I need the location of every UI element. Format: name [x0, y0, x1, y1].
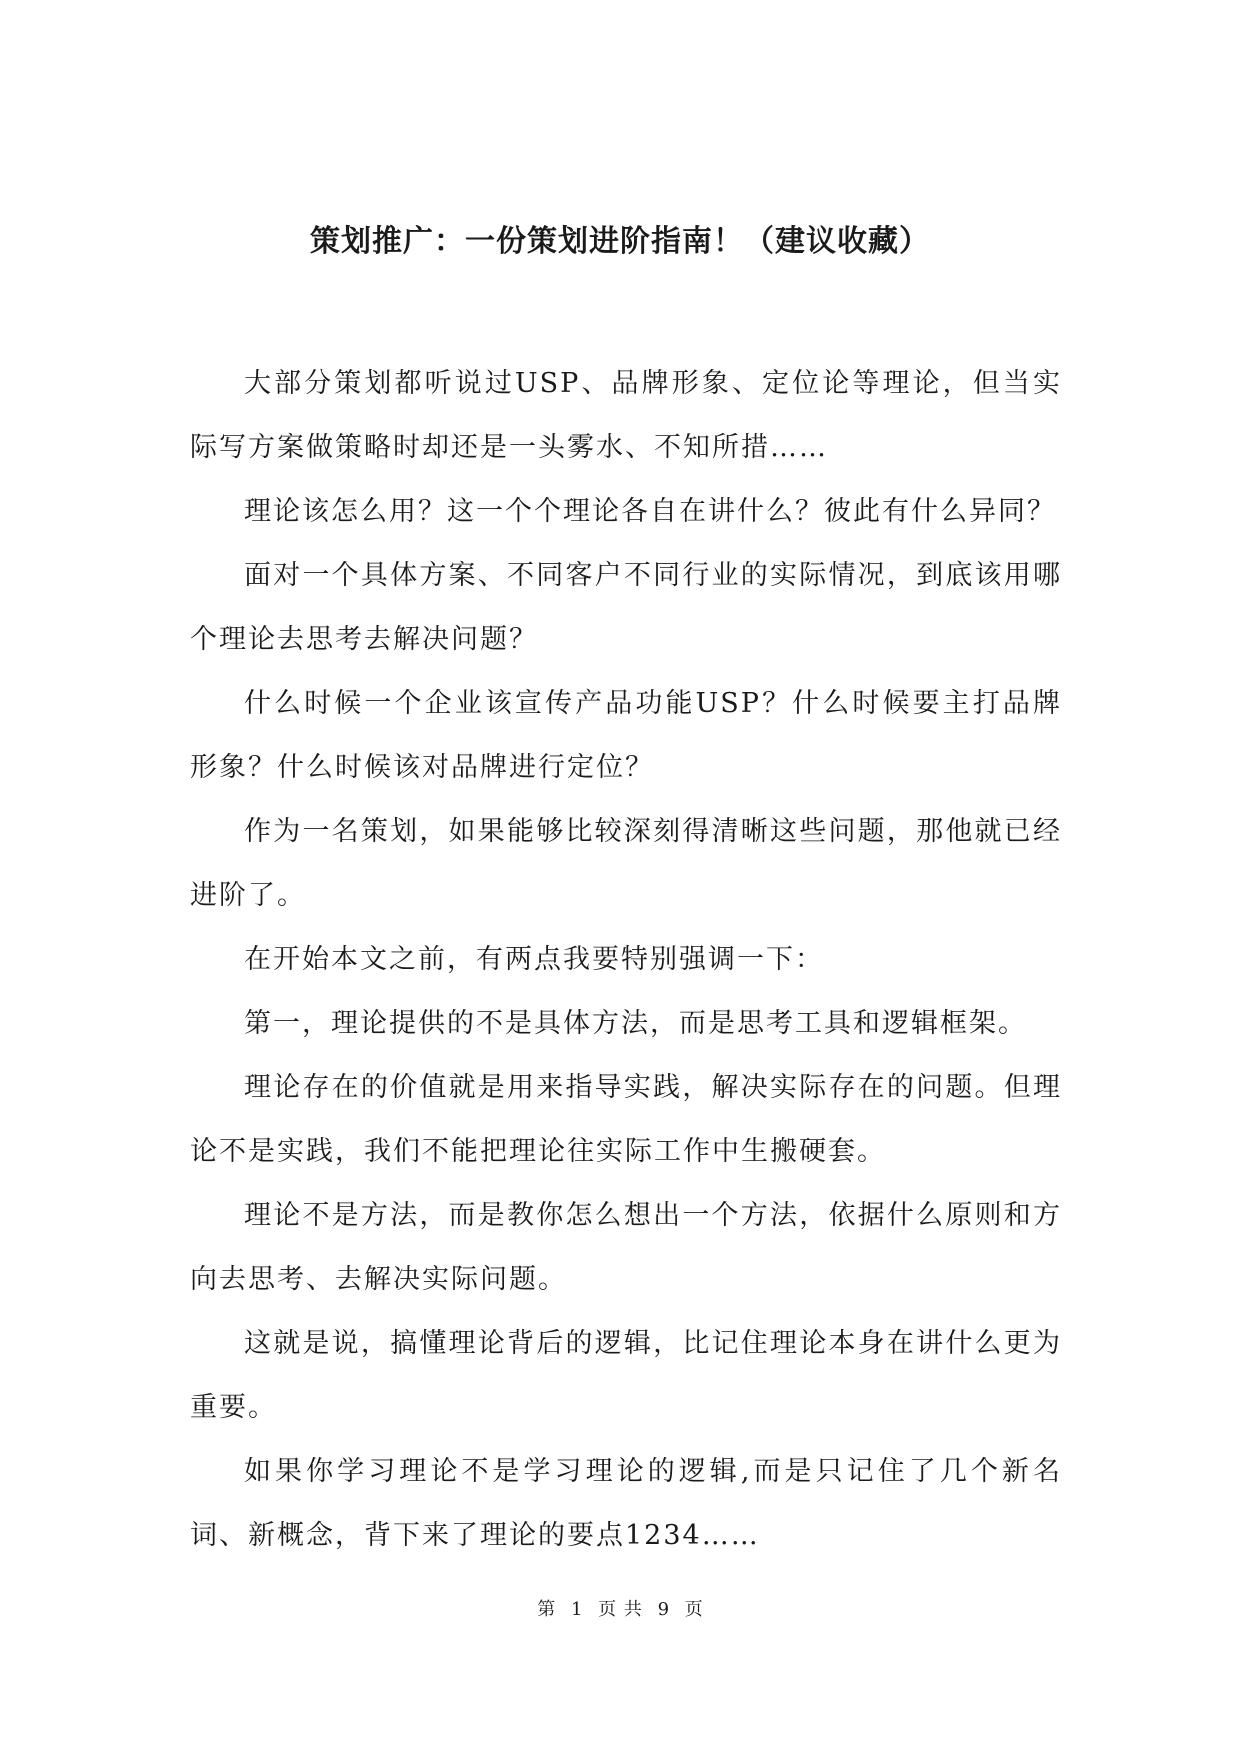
document-body: [190, 352, 1062, 1568]
paragraph: 在开始本文之前，有两点我要特别强调一下：: [244, 944, 824, 975]
current-page-number: 1: [570, 1599, 584, 1620]
page-prefix: 第: [537, 1599, 557, 1620]
total-pages-number: 9: [657, 1599, 671, 1620]
paragraph: 如果你学习理论不是学习理论的逻辑,而是只记住了几个新名词、新概念，背下来了理论的要点1234……: [190, 1456, 1062, 1551]
paragraph: 作为一名策划，如果能够比较深刻得清晰这些问题，那他就已经进阶了。: [190, 816, 1062, 911]
paragraph: 理论存在的价值就是用来指导实践，解决实际存在的问题。但理论不是实践，我们不能把理论往实际工作中生搬硬套。: [190, 1072, 1062, 1167]
paragraph: 面对一个具体方案、不同客户不同行业的实际情况，到底该用哪个理论去思考去解决问题？: [190, 560, 1062, 655]
paragraph: 什么时候一个企业该宣传产品功能USP？什么时候要主打品牌形象？什么时候该对品牌进行定位？: [190, 688, 1062, 783]
paragraph: 理论不是方法，而是教你怎么想出一个方法，依据什么原则和方向去思考、去解决实际问题。: [190, 1200, 1062, 1295]
paragraph: 理论该怎么用？这一个个理论各自在讲什么？彼此有什么异同？: [244, 496, 1056, 527]
page-suffix: 页: [684, 1599, 704, 1620]
paragraph: 第一，理论提供的不是具体方法，而是思考工具和逻辑框架。: [244, 1008, 1027, 1039]
page-middle-text: 页 共: [598, 1599, 643, 1620]
page-number-footer: [0, 1598, 1241, 1622]
paragraph: 大部分策划都听说过USP、品牌形象、定位论等理论，但当实际写方案做策略时却还是一头雾水、不知所措……: [190, 368, 1062, 463]
paragraph: 这就是说，搞懂理论背后的逻辑，比记住理论本身在讲什么更为重要。: [190, 1328, 1062, 1423]
document-title: 策划推广：一份策划进阶指南！（建议收藏）: [310, 224, 930, 259]
